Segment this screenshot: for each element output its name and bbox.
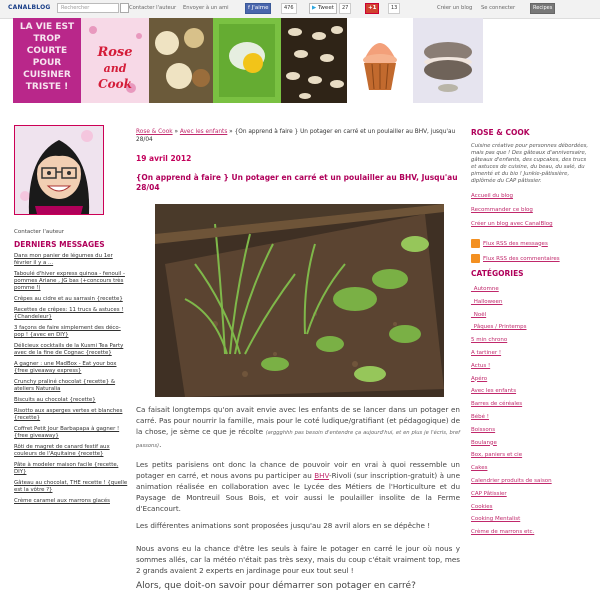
- breadcrumb-sep: »: [172, 129, 180, 135]
- message-link[interactable]: Crêpes au cidre et au sarrasin {recette}: [14, 296, 123, 302]
- post-paragraph-2: [136, 459, 460, 514]
- breadcrumb-home[interactable]: Rose & Cook: [136, 129, 173, 135]
- message-link[interactable]: Recettes de crêpes: 11 trucs & astuces ! {Chandeleur}: [14, 307, 124, 320]
- blog-title: ROSE & COOK: [471, 128, 530, 137]
- message-link[interactable]: Biscuits au chocolat {recette}: [14, 397, 96, 403]
- svg-text:and: and: [103, 62, 127, 75]
- category-link[interactable]: Cakes: [471, 465, 488, 472]
- category-link[interactable]: Crème de marrons etc.: [471, 529, 535, 536]
- category-link[interactable]: Boulange: [471, 439, 497, 446]
- message-item[interactable]: [14, 296, 130, 303]
- breadcrumb-current: » {On apprend à faire } Un potager en carré et un poulailler au BHV, jusqu'au 28/04: [136, 129, 456, 143]
- rss-icon: [471, 239, 480, 248]
- p1-aside: (arggghhh pas besoin d'entendre ça aujourd'hui, et en plus je l'écris, bref passons): [136, 430, 460, 449]
- message-item[interactable]: [14, 307, 130, 321]
- rss-icon: [471, 254, 480, 263]
- message-link[interactable]: Dans mon panier de légumes du 1er février il y a ...: [14, 253, 113, 266]
- tweet-button[interactable]: [309, 3, 337, 14]
- category-link[interactable]: Cookies: [471, 503, 493, 510]
- message-item[interactable]: [14, 361, 130, 375]
- post-date: 19 avril 2012: [136, 154, 192, 163]
- category-link[interactable]: Actus !: [471, 362, 491, 369]
- plus-count: 13: [388, 3, 400, 14]
- message-item[interactable]: [14, 426, 130, 440]
- top-recipes-badge[interactable]: Recipes: [530, 3, 555, 14]
- post-paragraph-1: [136, 404, 460, 452]
- category-link[interactable]: Boissons: [471, 426, 496, 433]
- categories-title: CATÉGORIES: [471, 269, 524, 278]
- p1-text: Ca faisait longtemps qu'on avait envie avec les enfants de se lancer dans un potager en carré. Pas pour nourrir la famille, mais pour le coté ludique/gratifiant (et pédagogique) de la chose, je sème ce que je récolte: [136, 405, 460, 436]
- blog-home-link[interactable]: Accueil du blog: [471, 193, 513, 199]
- google-plus-button[interactable]: +1: [365, 3, 379, 14]
- category-link[interactable]: _Pâques / Printemps: [471, 324, 527, 331]
- bhv-link[interactable]: BHV: [314, 471, 330, 480]
- blog-banner[interactable]: [13, 18, 483, 103]
- message-item[interactable]: [14, 325, 130, 339]
- breadcrumb-category[interactable]: Avec les enfants: [179, 129, 228, 135]
- category-link[interactable]: Apéro: [471, 375, 488, 382]
- categories-list: [471, 283, 593, 539]
- banner-photo-macaron: [413, 18, 483, 103]
- vegetable-garden-image: [155, 204, 444, 397]
- recommend-blog-link[interactable]: Recommander ce blog: [471, 207, 533, 213]
- send-to-friend-link[interactable]: Envoyer à un ami: [183, 5, 229, 11]
- message-item[interactable]: [14, 480, 130, 494]
- p2-end: -Rivoli (sur inscription-gratuit) à une animation réalisée en collaboration avec le Lycée des Métiers de l'Horticulture et du Paysage de Montreuil Sous Bois, et voir aussi le poulailler insolite de la Ferme d'Ecancourt.: [136, 471, 461, 513]
- message-link[interactable]: Pâte à modeler maison facile {recette, DIY}: [14, 462, 119, 475]
- message-item[interactable]: [14, 253, 130, 267]
- message-item[interactable]: [14, 397, 130, 404]
- rss-comments-link[interactable]: [471, 254, 593, 263]
- blog-description: Cuisine créative pour personnes débordées, mais pas que ! Des gâteaux d'anniversaire, gâteaux d'enfants, des cupcakes, des trucs et astuces de cuisine, du beau, du salé, du pimenté et du bio ! Junkie-pâtissière, diplômée du CAP pâtissier.: [471, 143, 589, 184]
- latest-messages-title: DERNIERS MESSAGES: [14, 240, 105, 249]
- rose-and-cook-logo: [81, 18, 149, 103]
- login-link[interactable]: Se connecter: [481, 5, 516, 11]
- tweet-count: 27: [339, 3, 351, 14]
- category-link[interactable]: Barres de céréales: [471, 401, 523, 408]
- svg-text:Rose: Rose: [97, 45, 133, 60]
- banner-slogan: LA VIE EST TROP COURTE POUR CUISINER TRISTE !: [13, 18, 81, 103]
- banner-photo-lemon: [213, 18, 281, 103]
- post-paragraph-5: Alors, que doit-on savoir pour démarrer son potager en carré?: [136, 581, 416, 591]
- post-paragraph-4: Nous avons eu la chance d'être les seuls à faire le potager en carré le jour où nous y sommes allés, car la météo n'était pas très sexy, mais du coup c'était vraiment top, mes 2 grands avaient 2 experts en jardinage pour eux tout seul !: [136, 544, 460, 575]
- banner-photo-cupcake: [347, 18, 413, 103]
- message-link[interactable]: Taboulé d'hiver express quinoa - fenouil - pommes Ariane , JG bas (+concours très pomme !): [14, 271, 125, 291]
- search-input[interactable]: Rechercher: [57, 3, 119, 13]
- breadcrumb: [136, 128, 460, 144]
- banner-photo-cakes: [149, 18, 213, 103]
- garden-photo[interactable]: [155, 204, 444, 397]
- message-link[interactable]: A gagner : une MadBox - Eat your box {free giveaway express}: [14, 361, 117, 374]
- right-sidebar: [471, 128, 593, 539]
- post-content: [136, 128, 461, 591]
- category-link[interactable]: Cooking Mentalist: [471, 516, 521, 523]
- canalblog-toolbar: [0, 0, 600, 19]
- message-link[interactable]: Crème caramel aux marrons glacés: [14, 498, 110, 504]
- message-link[interactable]: 3 façons de faire simplement des déco-pop ! {avec en DIY}: [14, 325, 121, 338]
- message-item[interactable]: [14, 498, 130, 505]
- message-link[interactable]: Coffret Petit Jour Barbapapa à gagner ! {free giveaway}: [14, 426, 120, 439]
- p2-text: Les petits parisiens ont donc la chance de pouvoir voir en vrai à quoi ressemble un potager en carré, et nous avons pu participer au: [136, 460, 460, 480]
- facebook-like-button[interactable]: [245, 3, 271, 14]
- contact-author-left-link[interactable]: Contacter l'auteur: [14, 229, 64, 235]
- author-avatar: [14, 125, 104, 215]
- facebook-icon: f: [248, 5, 252, 11]
- category-link[interactable]: _Automne: [471, 286, 499, 292]
- svg-text:Cook: Cook: [98, 77, 132, 91]
- p1-end: .: [159, 440, 162, 449]
- category-link[interactable]: Avec les enfants: [471, 388, 517, 395]
- message-link[interactable]: Risotto aux asperges vertes et blanches {recette}: [14, 408, 123, 421]
- post-title[interactable]: {On apprend à faire } Un potager en carré et un poulailler au BHV, Jusqu'au 28/04: [136, 173, 458, 192]
- message-link[interactable]: Rôti de magret de canard festif aux couleurs de l'Aquitaine {recette}: [14, 444, 110, 457]
- post-paragraph-3: Les différentes animations sont proposées jusqu'au 28 avril alors en se dépêche !: [136, 521, 431, 530]
- search-button[interactable]: [120, 3, 129, 13]
- message-item[interactable]: [14, 462, 130, 476]
- message-item[interactable]: [14, 444, 130, 458]
- rss-comments-label: Flux RSS des commentaires: [483, 255, 560, 262]
- category-link[interactable]: A tartiner !: [471, 349, 502, 356]
- twitter-icon: ▶: [312, 5, 318, 11]
- banner-logo: [81, 18, 149, 103]
- create-blog-link[interactable]: Créer un blog: [437, 5, 473, 11]
- category-link[interactable]: Bébé !: [471, 413, 489, 420]
- latest-messages-list: [14, 253, 130, 505]
- message-item[interactable]: [14, 408, 130, 422]
- rss-messages-label: Flux RSS des messages: [483, 240, 548, 247]
- message-link[interactable]: Gâteau au chocolat, THE recette ! {quelle est la vôtre ?}: [14, 480, 128, 493]
- message-item[interactable]: [14, 343, 130, 357]
- contact-author-link[interactable]: Contacter l'auteur: [129, 5, 177, 11]
- category-link[interactable]: _Noël: [471, 311, 487, 318]
- category-link[interactable]: Calendrier produits de saison: [471, 477, 552, 484]
- tweet-label: Tweet: [317, 5, 334, 11]
- message-item[interactable]: [14, 379, 130, 393]
- rss-messages-link[interactable]: [471, 239, 593, 248]
- banner-photo-cookies: [281, 18, 347, 103]
- like-count: 476: [281, 3, 297, 14]
- message-link[interactable]: Délicieux cocktails de la Kusmi Tea Party avec de la fine de Cognac {recette}: [14, 343, 124, 356]
- message-link[interactable]: Crunchy praliné chocolat {recette} & ateliers Naturalia: [14, 379, 116, 392]
- create-canalblog-link[interactable]: Créer un blog avec CanalBlog: [471, 221, 553, 227]
- category-link[interactable]: Box, paniers et cie: [471, 452, 523, 459]
- category-link[interactable]: _Halloween: [471, 298, 503, 305]
- category-link[interactable]: 5 min chrono: [471, 337, 508, 344]
- canalblog-logo[interactable]: CANALBLOG: [8, 4, 51, 11]
- message-item[interactable]: [14, 271, 130, 292]
- left-sidebar: [14, 125, 130, 509]
- like-label: J'aime: [251, 5, 269, 11]
- category-link[interactable]: CAP Pâtissier: [471, 490, 507, 497]
